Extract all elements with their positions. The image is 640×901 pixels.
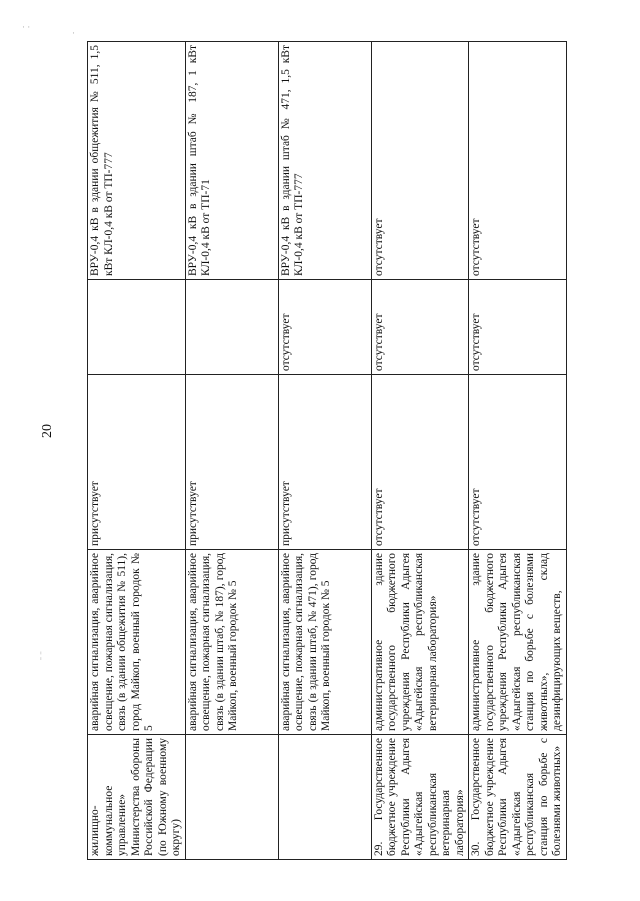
status-cell: отсутствует bbox=[469, 280, 567, 375]
presence-cell: присутствует bbox=[185, 375, 278, 550]
organization-cell: жилищно-коммунальное управление» Министерства обороны Российской Федерации (по Южному военному округу) bbox=[88, 735, 186, 860]
organization-cell bbox=[185, 735, 278, 860]
status-cell: отсутствует bbox=[278, 280, 371, 375]
table-row bbox=[469, 42, 567, 860]
presence-cell: отсутствует bbox=[371, 375, 469, 550]
table-row bbox=[88, 42, 186, 860]
presence-cell: отсутствует bbox=[469, 375, 567, 550]
systems-cell: аварийная сигнализация, аварийное освещение, пожарная сигнализация, связь (в здании штаб, № 187), город Майкоп, военный городок № 5 bbox=[185, 550, 278, 735]
presence-cell: присутствует bbox=[88, 375, 186, 550]
power-cell: ВРУ-0,4 кВ в здании штаб № 187, 1 кВт КЛ-0,4 кВ от ТП-71 bbox=[185, 42, 278, 280]
power-cell: ВРУ-0,4 кВ в здании общежития № 511, 1,5 кВт КЛ-0,4 кВ от ТП-777 bbox=[88, 42, 186, 280]
organization-cell: 30. Государственное бюджетное учреждение Республики Адыгея «Адыгейская республиканская станция по борьбе с болезнями животных» bbox=[469, 735, 567, 860]
systems-cell: аварийная сигнализация, аварийное освещение, пожарная сигнализация, связь (в здании штаб, № 471), город Майкоп, военный городок № 5 bbox=[278, 550, 371, 735]
power-cell: отсутствует bbox=[469, 42, 567, 280]
status-cell bbox=[185, 280, 278, 375]
power-cell: ВРУ-0,4 кВ в здании штаб № 471, 1,5 кВт КЛ-0,4 кВ от ТП-777 bbox=[278, 42, 371, 280]
page-number: 20 bbox=[40, 424, 55, 438]
data-table bbox=[87, 41, 567, 860]
table-row bbox=[371, 42, 469, 860]
organization-cell bbox=[278, 735, 371, 860]
power-cell: отсутствует bbox=[371, 42, 469, 280]
scan-speck: · · bbox=[22, 22, 31, 32]
systems-cell: административное здание государственного бюджетного учреждения Республики Адыгея «Адыгейская республиканская ветеринарная лаборатория» bbox=[371, 550, 469, 735]
presence-cell: присутствует bbox=[278, 375, 371, 550]
table-row bbox=[185, 42, 278, 860]
systems-cell: аварийная сигнализация, аварийное освещение, пожарная сигнализация, связь (в здании общежития № 511), город Майкоп, военный городок № 5 bbox=[88, 550, 186, 735]
table-row bbox=[278, 42, 371, 860]
scan-speck: ¦ bbox=[40, 650, 42, 660]
systems-cell: административное здание государственного бюджетного учреждения Республики Адыгея «Адыгейская республиканская станция по борьбе с болезнями животных», склад дезинфицирующих веществ, bbox=[469, 550, 567, 735]
status-cell: отсутствует bbox=[371, 280, 469, 375]
scan-speck: · bbox=[72, 28, 75, 38]
organization-cell: 29. Государственное бюджетное учреждение Республики Адыгея «Адыгейская республиканская ветеринарная лаборатория» bbox=[371, 735, 469, 860]
rotated-table-wrapper bbox=[87, 42, 563, 860]
status-cell bbox=[88, 280, 186, 375]
